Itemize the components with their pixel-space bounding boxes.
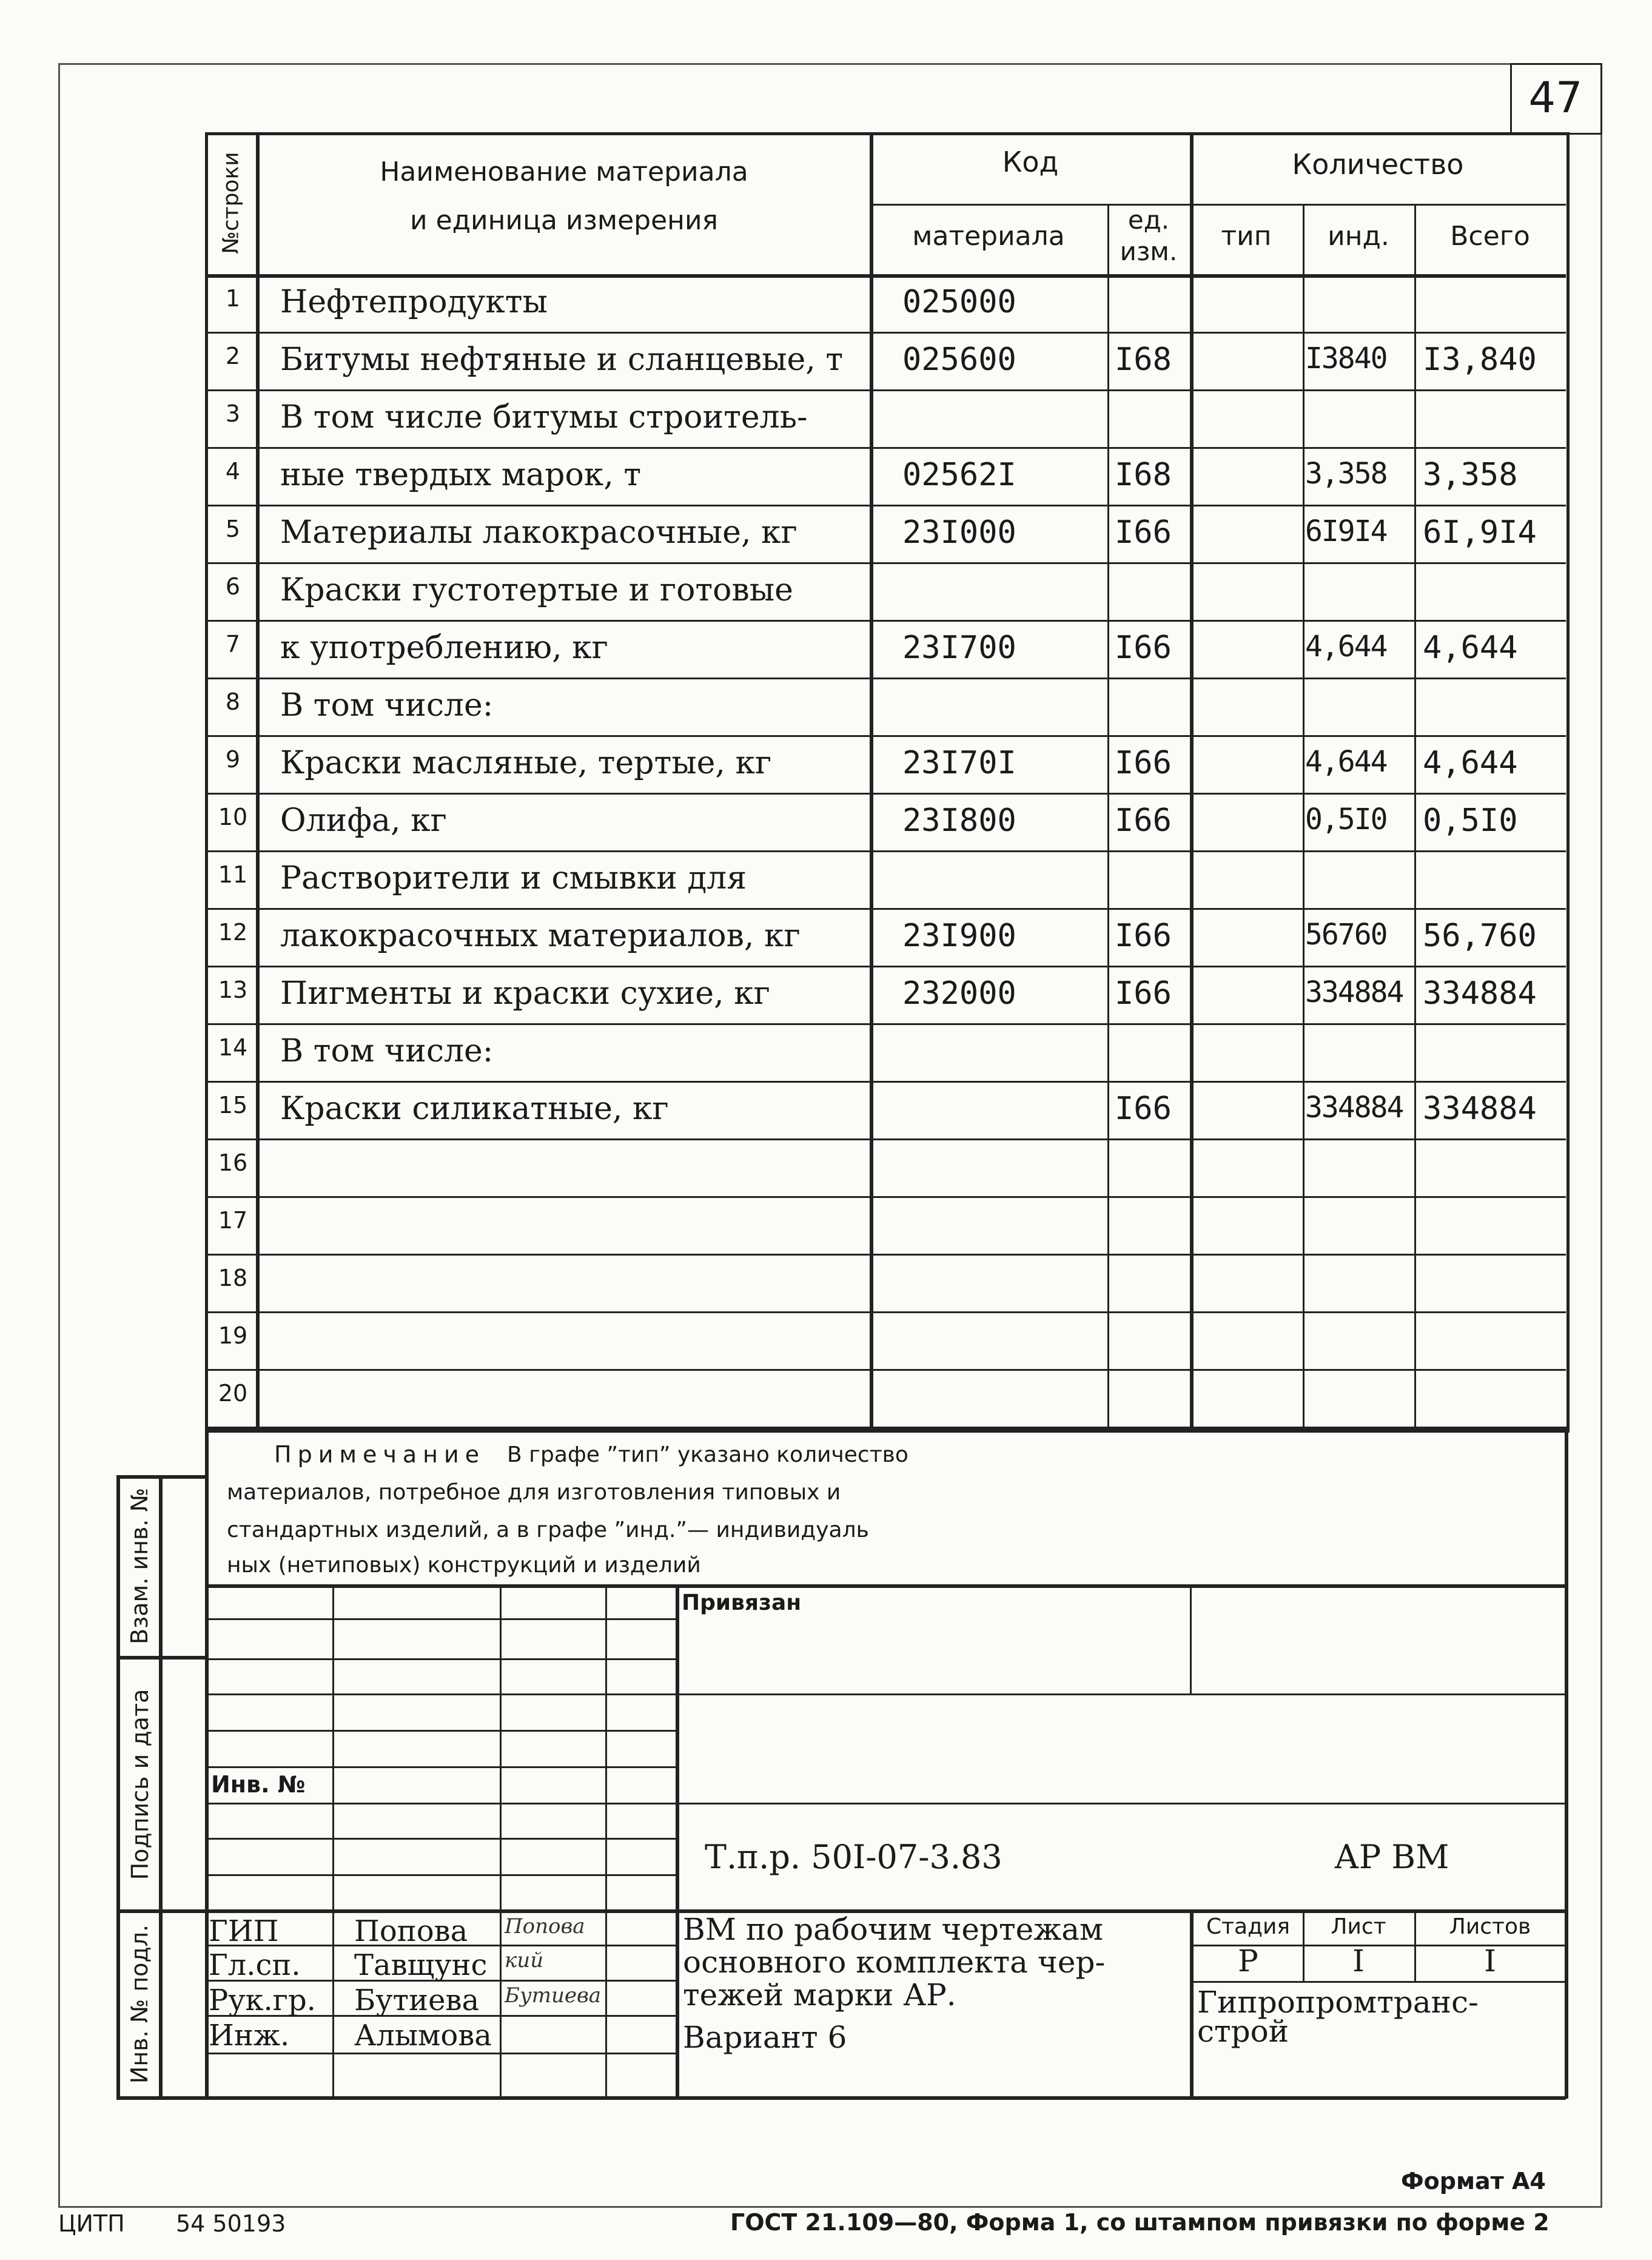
qty-total: 334884: [1423, 975, 1537, 1012]
row-separator: [205, 1369, 1566, 1371]
row-number: 10: [218, 804, 248, 830]
material-name: Краски густотертые и готовые: [280, 572, 793, 608]
note-line1: В графе ”тип” указано количество: [507, 1442, 908, 1467]
note-line4: ных (нетиповых) конструкций и изделий: [227, 1553, 701, 1578]
material-name: В том числе:: [280, 687, 494, 724]
total-header: Всего: [1450, 221, 1530, 252]
stamp-col4: [676, 1584, 679, 2096]
material-name: ные твердых марок, т: [280, 457, 642, 493]
qty-ind: 334884: [1305, 1091, 1403, 1125]
row-number: 2: [225, 343, 241, 369]
row-number: 18: [218, 1265, 248, 1291]
note-line2: материалов, потребное для изготовления типовых и: [227, 1480, 841, 1505]
material-code: 232000: [902, 975, 1016, 1012]
row-separator: [205, 1254, 1566, 1256]
row-number: 19: [218, 1322, 248, 1349]
doc-mark: АР ВМ: [1334, 1838, 1449, 1876]
material-name: Краски масляные, тертые, кг: [280, 745, 772, 781]
row-separator: [205, 966, 1566, 967]
qty-ind: 4,644: [1305, 630, 1387, 664]
note-top-line: [205, 1427, 1566, 1430]
stage-value: Р: [1238, 1943, 1258, 1979]
type-header: тип: [1221, 221, 1272, 252]
row-separator: [205, 1023, 1566, 1025]
vzam-inv-label: Взам. инв. №: [126, 1488, 153, 1645]
row-separator: [205, 1138, 1566, 1140]
row-number: 11: [218, 861, 248, 888]
signer-role: Гл.сп.: [209, 1948, 301, 1982]
material-code: 23I900: [902, 918, 1016, 954]
material-name: Пигменты и краски сухие, кг: [280, 975, 770, 1012]
unit-code: I68: [1115, 457, 1172, 493]
stage-col-left: [1190, 1909, 1194, 2096]
material-code: 025000: [902, 284, 1016, 320]
row-number: 14: [218, 1034, 248, 1061]
qty-total: 6I,9I4: [1423, 514, 1537, 551]
materials-table: [205, 132, 1570, 1433]
title-line2: основного комплекта чер-: [683, 1945, 1106, 1980]
row-number: 16: [218, 1149, 248, 1176]
stamp-row1: [205, 1618, 676, 1620]
side-strip-mid: [159, 1475, 163, 2099]
row-number: 9: [225, 746, 241, 773]
signer-role: Рук.гр.: [209, 1983, 316, 2017]
signer-role: Инж.: [209, 2019, 290, 2053]
row-number: 6: [225, 573, 241, 600]
name-header-line1: Наименование материала: [380, 156, 748, 187]
stamp-col3: [605, 1584, 607, 2096]
qty-ind: 0,5I0: [1305, 802, 1387, 836]
material-name: Растворители и смывки для: [280, 860, 747, 896]
unit-code: I68: [1115, 341, 1172, 378]
signer-signature: Бутиева: [505, 1983, 602, 2008]
unit-code: I66: [1115, 514, 1172, 551]
row-separator: [205, 389, 1566, 391]
row-separator: [205, 1081, 1566, 1083]
row-separator: [205, 850, 1566, 852]
ind-header: инд.: [1328, 221, 1389, 252]
qty-total: 4,644: [1423, 745, 1518, 781]
unit-code: I66: [1115, 1091, 1172, 1127]
sheet-label: Лист: [1331, 1914, 1386, 1939]
note-line3: стандартных изделий, а в графе ”инд.”— индивидуаль: [227, 1518, 869, 1542]
qty-total: 4,644: [1423, 630, 1518, 666]
col-line-name: [870, 132, 873, 1427]
row-number: 5: [225, 516, 241, 542]
row-separator: [205, 793, 1566, 795]
col-line-type: [1303, 204, 1304, 1427]
material-name: Битумы нефтяные и сланцевые, т: [280, 341, 844, 378]
org-line2: строй: [1197, 2014, 1289, 2049]
stamp-top-line: [205, 1584, 1566, 1588]
row-number: 15: [218, 1092, 248, 1118]
sheet-value: I: [1352, 1943, 1365, 1979]
qty-total: I3,840: [1423, 341, 1537, 378]
stamp-row6: [205, 1803, 1566, 1804]
title-line3: тежей марки АР.: [683, 1977, 956, 2013]
row-separator: [205, 1196, 1566, 1198]
code-group-header: Код: [1002, 146, 1059, 178]
signer-role: ГИП: [209, 1914, 279, 1948]
stamp-row4: [205, 1730, 676, 1732]
row-separator: [205, 332, 1566, 334]
stamp-right-line: [1565, 1427, 1568, 2099]
stage-row-bottom: [1190, 1981, 1566, 1983]
stamp-row3: [205, 1693, 1566, 1695]
material-name: В том числе битумы строитель-: [280, 399, 808, 436]
inv-podl-label: Инв. № подл.: [126, 1924, 153, 2084]
signer-name: Тавщунс: [354, 1948, 488, 1982]
unit-code: I66: [1115, 975, 1172, 1012]
gost-reference: ГОСТ 21.109—80, Форма 1, со штампом привязки по форме 2: [730, 2209, 1550, 2236]
qty-total: 56,760: [1423, 918, 1537, 954]
material-name: Олифа, кг: [280, 802, 447, 839]
col-line-unit: [1190, 132, 1194, 1427]
unit-header-line2: изм.: [1120, 237, 1178, 266]
material-name: Нефтепродукты: [280, 284, 548, 320]
row-number: 17: [218, 1207, 248, 1234]
row-separator: [205, 447, 1566, 449]
material-code-header: материала: [912, 221, 1065, 252]
header-sub-line: [870, 204, 1566, 206]
qty-ind: I3840: [1305, 341, 1387, 375]
material-code: 23I70I: [902, 745, 1016, 781]
sheets-label: Листов: [1449, 1914, 1531, 1939]
material-name: к употреблению, кг: [280, 630, 608, 666]
stamp-row2: [205, 1658, 676, 1660]
row-number: 3: [225, 400, 241, 427]
qty-ind: 4,644: [1305, 745, 1387, 779]
order-number: 54 50193: [176, 2210, 286, 2237]
unit-code: I66: [1115, 745, 1172, 781]
signer-name: Попова: [354, 1914, 468, 1948]
row-separator: [205, 735, 1566, 737]
material-code: 23I000: [902, 514, 1016, 551]
qty-group-header: Количество: [1292, 148, 1464, 181]
material-code: 02562I: [902, 457, 1016, 493]
row-number: 20: [218, 1380, 248, 1407]
row-separator: [205, 562, 1566, 564]
qty-total: 334884: [1423, 1091, 1537, 1127]
page-number: 47: [1528, 73, 1583, 123]
row-number-header: №строки: [218, 152, 244, 254]
name-header-line2: и единица измерения: [409, 205, 719, 236]
format-label: Формат А4: [1401, 2168, 1546, 2194]
row-number: 1: [225, 285, 241, 312]
side-strip-left: [116, 1475, 120, 2099]
material-code: 23I800: [902, 802, 1016, 839]
privyazan-label: Привязан: [682, 1590, 802, 1615]
col-line-ind: [1414, 204, 1416, 1427]
stamp-col1: [332, 1584, 334, 2096]
material-name: Материалы лакокрасочные, кг: [280, 514, 797, 551]
qty-total: 0,5I0: [1423, 802, 1518, 839]
stamp-col5: [1190, 1584, 1192, 1693]
row-separator: [205, 505, 1566, 506]
row-separator: [205, 908, 1566, 910]
signer-name: Бутиева: [354, 1983, 480, 2017]
qty-ind: 56760: [1305, 918, 1387, 952]
row-number: 7: [225, 631, 241, 657]
col-line-code: [1107, 204, 1109, 1427]
header-bottom-line: [205, 274, 1566, 278]
podpis-data-label: Подпись и дата: [127, 1689, 153, 1880]
material-name: Краски силикатные, кг: [280, 1091, 669, 1127]
citp-label: ЦИТП: [58, 2210, 125, 2237]
side-strip-bottom: [116, 2096, 1566, 2100]
row-number: 13: [218, 977, 248, 1003]
stamp-row5: [205, 1766, 676, 1768]
unit-code: I66: [1115, 630, 1172, 666]
unit-header-line1: ед.: [1127, 205, 1170, 235]
stamp-col2: [500, 1584, 502, 2096]
row-separator: [205, 620, 1566, 622]
unit-code: I66: [1115, 918, 1172, 954]
material-code: 025600: [902, 341, 1016, 378]
signer-name: Алымова: [354, 2019, 492, 2053]
stamp-row7: [205, 1838, 676, 1840]
doc-code: Т.п.р. 50I-07-3.83: [705, 1838, 1002, 1876]
qty-ind: 334884: [1305, 975, 1403, 1009]
row-separator: [205, 678, 1566, 679]
inv-no-label: Инв. №: [211, 1771, 306, 1798]
material-code: 23I700: [902, 630, 1016, 666]
sheets-value: I: [1484, 1943, 1496, 1979]
row-number: 4: [225, 458, 241, 485]
stamp-row13: [205, 2053, 676, 2054]
row-number: 8: [225, 688, 241, 715]
stamp-row8: [205, 1874, 676, 1876]
row-separator: [205, 1311, 1566, 1313]
note-title: Примечание: [274, 1441, 486, 1468]
row-number: 12: [218, 919, 248, 946]
qty-total: 3,358: [1423, 457, 1518, 493]
stage-label: Стадия: [1206, 1914, 1291, 1939]
title-line1: ВМ по рабочим чертежам: [683, 1912, 1103, 1947]
qty-ind: 6I9I4: [1305, 514, 1387, 548]
material-name: лакокрасочных материалов, кг: [280, 918, 801, 954]
org-line1: Гипропромтранс-: [1197, 1985, 1479, 2020]
unit-code: I66: [1115, 802, 1172, 839]
title-line4: Вариант 6: [683, 2020, 847, 2055]
qty-ind: 3,358: [1305, 457, 1387, 491]
signer-signature: кий: [505, 1948, 544, 1972]
signer-signature: Попова: [505, 1914, 585, 1939]
material-name: В том числе:: [280, 1033, 494, 1069]
